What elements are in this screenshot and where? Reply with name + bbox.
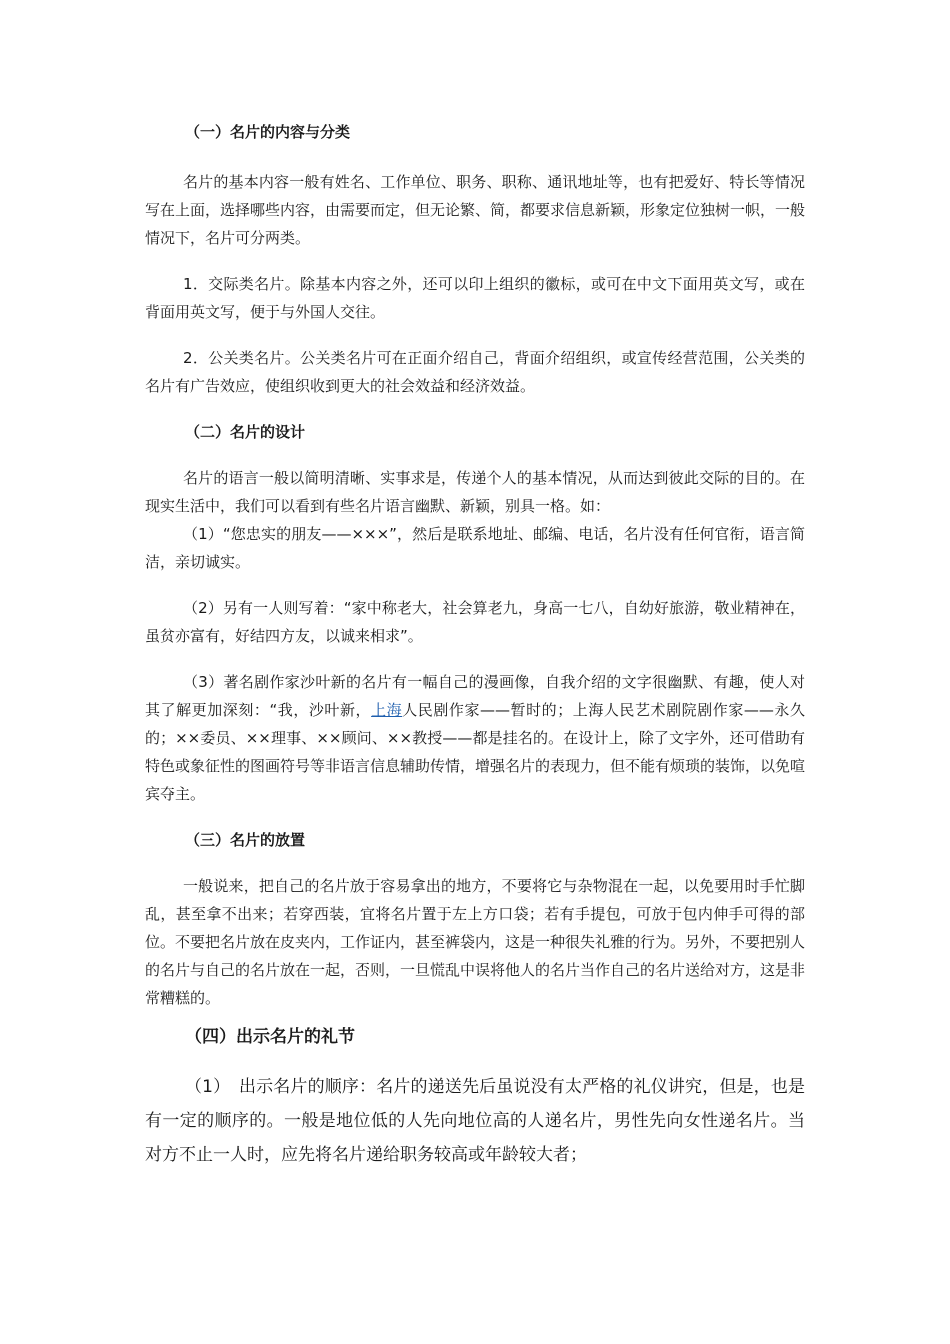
- paragraph-pr-card: 2．公关类名片。公关类名片可在正面介绍自己，背面介绍组织，或宣传经营范围，公关类的名片有广告效应，使组织收到更大的社会效益和经济效益。: [145, 349, 805, 395]
- shanghai-link[interactable]: 上海: [371, 701, 403, 719]
- example-3-text-after: 人民剧作家——暂时的；上海人民艺术剧院剧作家——永久的；××委员、××理事、××顾问、××教授——都是挂名的。在设计上，除了文字外，还可借助有特色或象征性的图画符号等非语言信息辅助传情，增强名片的表现力，但不能有烦琐的装饰，以免喧宾夺主。: [145, 701, 806, 803]
- paragraph-example-3: [145, 668, 805, 808]
- paragraph-example-1: （1）“您忠实的朋友——×××”，然后是联系地址、邮编、电话，名片没有任何官衔，语言简洁，亲切诚实。: [145, 525, 805, 571]
- section-heading-placement: （三）名片的放置: [185, 831, 306, 849]
- section-heading-content-classification: （一）名片的内容与分类: [185, 123, 351, 141]
- paragraph-design-language: 名片的语言一般以简明清晰、实事求是，传递个人的基本情况，从而达到彼此交际的目的。在现实生活中，我们可以看到有些名片语言幽默、新颖，别具一格。如：: [145, 469, 805, 515]
- section-heading-design: （二）名片的设计: [185, 423, 306, 441]
- paragraph-basic-content: 名片的基本内容一般有姓名、工作单位、职务、职称、通讯地址等，也有把爱好、特长等情况写在上面，选择哪些内容，由需要而定，但无论繁、简，都要求信息新颖，形象定位独树一帜，一般情况下，名片可分两类。: [145, 173, 806, 247]
- paragraph-presenting-order: （1） 出示名片的顺序：名片的递送先后虽说没有太严格的礼仪讲究，但是，也是有一定的顺序的。一般是地位低的人先向地位高的人递名片，男性先向女性递名片。当对方不止一人时，应先将名片递给职务较高或年龄较大者；: [145, 1077, 805, 1165]
- example-3-text-before: （3）著名剧作家沙叶新的名片有一幅自己的漫画像，自我介绍的文字很幽默、有趣，使人对其了解更加深刻：“我，沙叶新，: [145, 673, 805, 719]
- paragraph-social-card: 1．交际类名片。除基本内容之外，还可以印上组织的徽标，或可在中文下面用英文写，或在背面用英文写，便于与外国人交往。: [145, 275, 805, 321]
- paragraph-example-2: （2）另有一人则写着：“家中称老大，社会算老九，身高一七八，自幼好旅游，敬业精神在，虽贫亦富有，好结四方友，以诚来相求”。: [145, 599, 805, 645]
- paragraph-placement: 一般说来，把自己的名片放于容易拿出的地方，不要将它与杂物混在一起，以免要用时手忙脚乱，甚至拿不出来；若穿西装，宜将名片置于左上方口袋；若有手提包，可放于包内伸手可得的部位。不要把名片放在皮夹内，工作证内，甚至裤袋内，这是一种很失礼雅的行为。另外，不要把别人的名片与自己的名片放在一起，否则，一旦慌乱中误将他人的名片当作自己的名片送给对方，这是非常糟糕的。: [145, 877, 806, 1007]
- section-heading-presenting-etiquette: （四）出示名片的礼节: [185, 1027, 355, 1047]
- document-page: [145, 118, 805, 1172]
